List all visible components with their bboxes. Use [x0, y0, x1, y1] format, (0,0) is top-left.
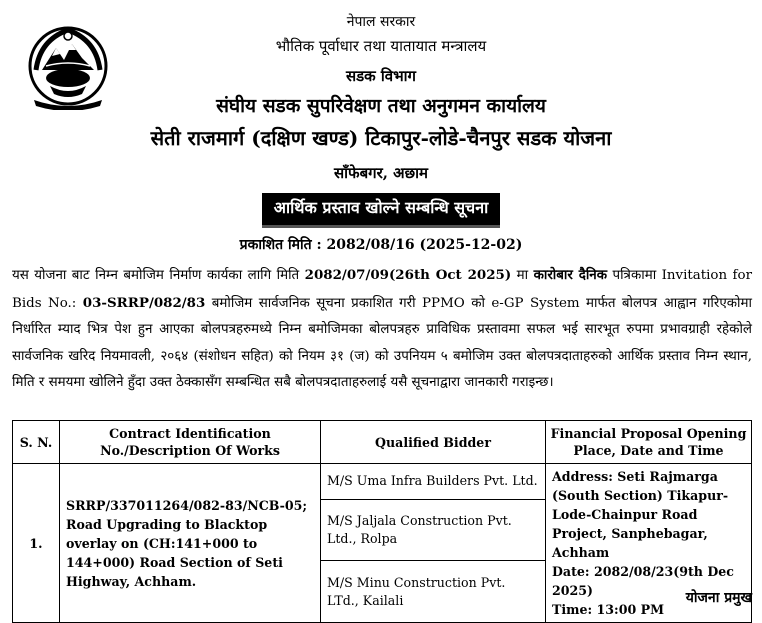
office-name: संघीय सडक सुपरिवेक्षण तथा अनुगमन कार्यालय [216, 95, 546, 117]
published-label: प्रकाशित मिति : [239, 237, 322, 253]
body-text-2: मा [516, 268, 529, 283]
notice-title: आर्थिक प्रस्ताव खोल्ने सम्बन्धि सूचना [262, 193, 500, 225]
bidder-3: M/S Minu Construction Pvt. LTd., Kailali [321, 561, 546, 623]
notice-body [12, 262, 752, 397]
row-sn: 1. [13, 464, 60, 623]
header-bidder: Qualified Bidder [321, 421, 546, 464]
ifb-number: 03-SRRP/082/83 [82, 294, 206, 311]
body-text-3: पत्रिकामा Invitation for Bids No.: [12, 268, 752, 311]
opening-time: Time: 13:00 PM [552, 602, 665, 617]
signoff: योजना प्रमुख [685, 590, 752, 606]
project-name: सेती राजमार्ग (दक्षिण खण्ड) टिकापुर-लोडे-चैनपुर सडक योजना [150, 126, 612, 150]
table-row [13, 464, 752, 500]
bidder-2: M/S Jaljala Construction Pvt. Ltd., Rolpa [321, 499, 546, 561]
body-text-4: बमोजिम सार्वजनिक सूचना प्रकाशित गरी PPMO को e-GP System मार्फत बोलपत्र आह्वान गरिएकोमा निर्धारित म्याद भित्र पेश हुन आएका बोलपत्रहरुमध्ये निम्न बमोजिमका बोलपत्रहरु प्राविधिक प्रस्तावमा सफल भई सारभूत रुपमा प्रभावग्राही रहेकोले सार्वजनिक खरिद नियमावली, २०६४ (संशोधन सहित) को नियम ३१ (ज) को उपनियम ५ बमोजिम उक्त बोलपत्रदाताहरुको आर्थिक प्रस्ताव निम्न स्थान, मिति र समयमा खोलिने हुँदा उक्त ठेक्कासँग सम्बन्धित सबै बोलपत्रदाताहरुलाई यसै सूचनाद्वारा जानकारी गराइन्छ। [12, 295, 752, 390]
opening-address: Address: Seti Rajmarga (South Section) Tikapur-Lode-Chainpur Road Project, Sanphebagar, Achham [552, 469, 729, 560]
bidder-1: M/S Uma Infra Builders Pvt. Ltd. [321, 464, 546, 500]
bid-table [12, 420, 752, 623]
notice-title-wrap [0, 193, 762, 225]
table-header-row [13, 421, 752, 464]
ifb-publish-date: 2082/07/09(26th Oct 2025) [304, 267, 512, 283]
header-sn: S. N. [13, 421, 60, 464]
newspaper-name: कारोबार दैनिक [533, 267, 608, 283]
body-text-1: यस योजना बाट निम्न बमोजिम निर्माण कार्यका लागि मिति [12, 268, 300, 283]
header-works: Contract Identification No./Description Of Works [60, 421, 321, 464]
published-date: 2082/08/16 (2025-12-02) [326, 237, 523, 253]
published-date-line [0, 235, 762, 254]
header-financial: Financial Proposal Opening Place, Date and Time [546, 421, 752, 464]
ministry-name: भौतिक पूर्वाधार तथा यातायात मन्त्रालय [275, 37, 487, 55]
opening-date: Date: 2082/08/23(9th Dec 2025) [552, 564, 734, 598]
department-name: सडक विभाग [345, 67, 416, 85]
row-works: SRRP/337011264/082-83/NCB-05; Road Upgrading to Blacktop overlay on (CH:141+000 to 144+000) Road Section of Seti Highway, Achham. [60, 464, 321, 623]
project-location: साँफेबगर, अछाम [333, 164, 428, 182]
government-name: नेपाल सरकार [346, 14, 416, 30]
